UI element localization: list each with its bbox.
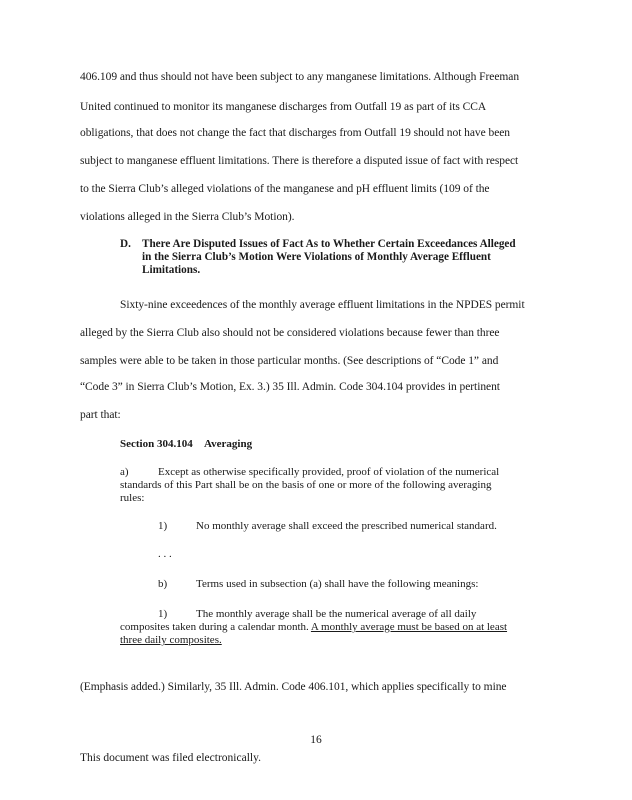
quote-line: Terms used in subsection (a) shall have the following meanings: [196, 578, 479, 590]
body-line: part that: [80, 409, 121, 421]
emphasized-text: three daily composites. [120, 634, 222, 646]
quote-text: composites taken during a calendar month. [120, 621, 311, 633]
page-number: 16 [310, 734, 322, 746]
quote-line: rules: [120, 492, 145, 504]
filing-note: This document was filed electronically. [80, 752, 261, 764]
heading-line: There Are Disputed Issues of Fact As to Whether Certain Exceedances Alleged [142, 238, 516, 250]
body-line: 406.109 and thus should not have been subject to any manganese limitations. Although Freeman [80, 71, 520, 83]
body-line: “Code 3” in Sierra Club’s Motion, Ex. 3.) 35 Ill. Admin. Code 304.104 provides in pertinent [80, 381, 500, 393]
body-line: violations alleged in the Sierra Club’s Motion). [80, 211, 295, 223]
quote-line: standards of this Part shall be on the basis of one or more of the following averaging [120, 479, 492, 491]
heading-line: Limitations. [142, 264, 201, 276]
body-line: Sixty-nine exceedences of the monthly average effluent limitations in the NPDES permit [120, 299, 525, 311]
section-heading [120, 238, 540, 278]
body-line: to the Sierra Club’s alleged violations of the manganese and pH effluent limits (109 of the [80, 183, 490, 195]
section-number: Section 304.104 [120, 438, 193, 450]
quote-line: The monthly average shall be the numerical average of all daily [196, 608, 477, 620]
quote-line: Except as otherwise specifically provided, proof of violation of the numerical [158, 466, 500, 478]
quote-line [120, 621, 507, 634]
emphasized-text: A monthly average must be based on at least [310, 621, 508, 633]
body-line: subject to manganese effluent limitations. There is therefore a disputed issue of fact with respect [80, 155, 519, 167]
subsection-label: b) [158, 578, 168, 590]
section-title: Averaging [204, 438, 253, 450]
ellipsis: . . . [158, 548, 172, 560]
body-line: obligations, that does not change the fact that discharges from Outfall 19 should not have been [80, 127, 511, 139]
quote-line: No monthly average shall exceed the prescribed numerical standard. [196, 520, 497, 532]
body-line: alleged by the Sierra Club also should not be considered violations because fewer than three [80, 327, 500, 339]
subsection-label: a) [120, 466, 129, 478]
heading-label: D. [120, 238, 131, 250]
item-label: 1) [158, 520, 168, 532]
item-label: 1) [158, 608, 168, 620]
heading-line: in the Sierra Club’s Motion Were Violations of Monthly Average Effluent [142, 251, 491, 263]
body-line: United continued to monitor its manganese discharges from Outfall 19 as part of its CCA [80, 101, 487, 113]
body-line: samples were able to be taken in those particular months. (See descriptions of “Code 1” and [80, 355, 499, 367]
body-line: (Emphasis added.) Similarly, 35 Ill. Admin. Code 406.101, which applies specifically to mine [80, 681, 507, 693]
